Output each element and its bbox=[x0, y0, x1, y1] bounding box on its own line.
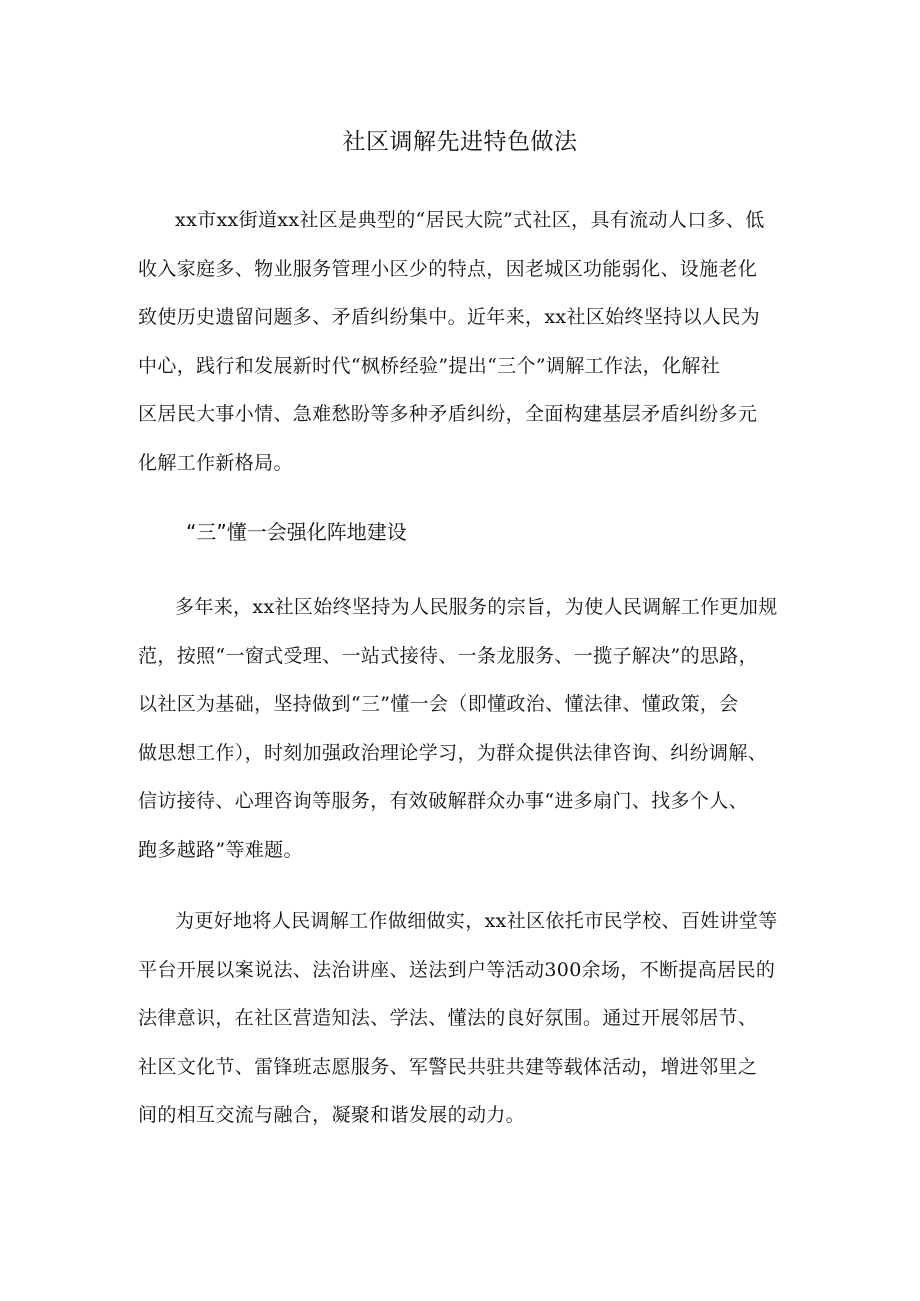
paragraph-line: 跑多越路”等难题。 bbox=[138, 838, 303, 861]
paragraph-line: 法律意识，在社区营造知法、学法、懂法的良好氛围。通过开展邻居节、 bbox=[138, 1007, 758, 1029]
paragraph-line: 中心，践行和发展新时代“枫桥经验”提出“三个”调解工作法，化解社 bbox=[138, 354, 721, 377]
paragraph-line: 做思想工作），时刻加强政治理论学习，为群众提供法律咨询、纠纷调解、 bbox=[138, 741, 768, 764]
paragraph-line: 以社区为基础，坚持做到“三”懂一会（即懂政治、懂法律、懂政策，会 bbox=[138, 693, 739, 715]
document-title: 社区调解先进特色做法 bbox=[342, 129, 578, 155]
paragraph-line: 范，按照“一窗式受理、一站式接待、一条龙服务、一揽子解决”的思路， bbox=[138, 644, 758, 667]
paragraph-section-one bbox=[138, 583, 790, 874]
paragraph-line: 为更好地将人民调解工作做细做实，xx社区依托市民学校、百姓讲堂等 bbox=[175, 910, 778, 932]
paragraph-line: xx市xx街道xx社区是典型的“居民大院”式社区，具有流动人口多、低 bbox=[175, 209, 765, 231]
paragraph-line: 信访接待、心理咨询等服务，有效破解群众办事“进多扇门、找多个人、 bbox=[138, 790, 748, 812]
paragraph-section-two bbox=[138, 897, 790, 1140]
section-heading: “三”懂一会强化阵地建设 bbox=[186, 520, 407, 544]
paragraph-line: 社区文化节、雷锋班志愿服务、军警民共驻共建等载体活动，增进邻里之 bbox=[138, 1055, 758, 1078]
paragraph-line: 平台开展以案说法、法治讲座、送法到户等活动300余场，不断提高居民的 bbox=[138, 958, 776, 981]
paragraph-line: 化解工作新格局。 bbox=[138, 451, 293, 474]
paragraph-intro bbox=[138, 196, 790, 487]
paragraph-line: 收入家庭多、物业服务管理小区少的特点，因老城区功能弱化、设施老化 bbox=[138, 257, 758, 280]
paragraph-line: 多年来，xx社区始终坚持为人民服务的宗旨，为使人民调解工作更加规 bbox=[175, 596, 778, 618]
paragraph-line: 致使历史遗留问题多、矛盾纠纷集中。近年来，xx社区始终坚持以人民为 bbox=[138, 306, 760, 328]
paragraph-line: 区居民大事小情、急难愁盼等多种矛盾纠纷，全面构建基层矛盾纠纷多元 bbox=[138, 403, 758, 425]
paragraph-line: 间的相互交流与融合，凝聚和谐发展的动力。 bbox=[138, 1104, 526, 1126]
